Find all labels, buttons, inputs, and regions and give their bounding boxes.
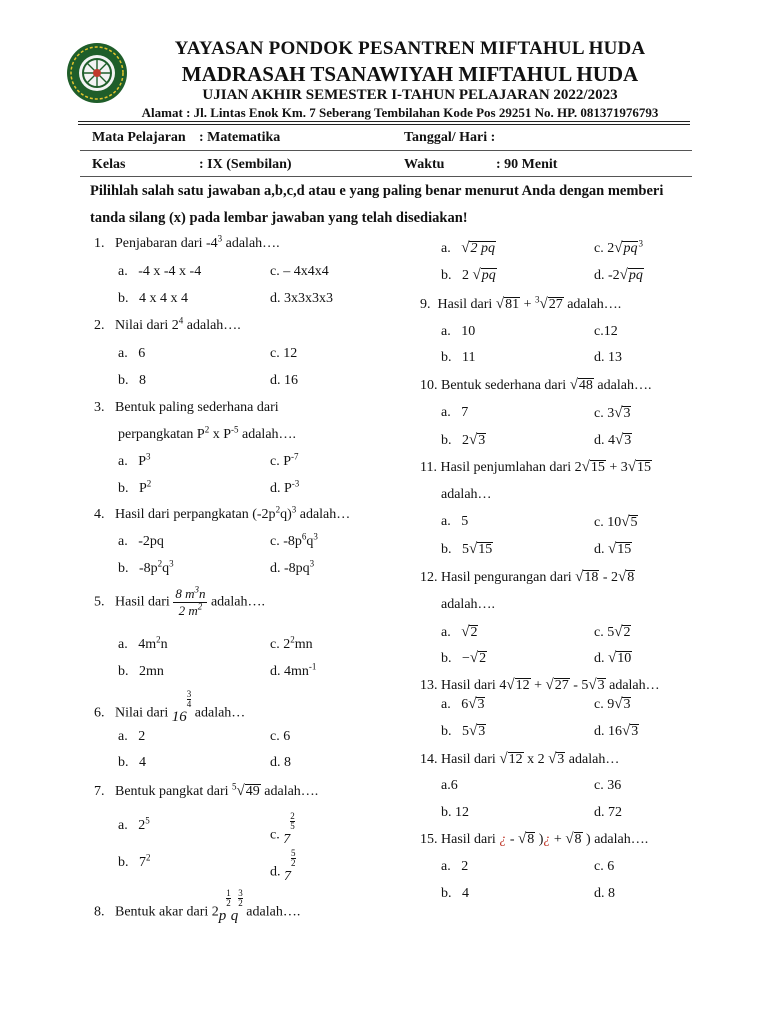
option-d: d. 3x3x3x3 bbox=[270, 291, 333, 306]
option-d: d. -2√pq bbox=[594, 267, 643, 283]
question-15: 15. Hasil dari ¿ - √8 )¿ + √8 ) adalah…. bbox=[420, 831, 649, 847]
question-2: 2. Nilai dari $2^4$ adalah…. bbox=[94, 315, 241, 333]
option-b: b. $P^2$ bbox=[118, 478, 152, 496]
question-5: 5. Hasil dari $\frac{8 m^3n}{2 m^2}$ adalah…. bbox=[94, 584, 265, 618]
time-label: Waktu bbox=[404, 157, 445, 172]
option-c: c. – 4x4x4 bbox=[270, 264, 329, 279]
question-14: 14. Hasil dari √12 x 2 √3 adalah… bbox=[420, 751, 620, 767]
option-c: c. $2^2mn$ bbox=[270, 634, 313, 652]
subject-value: : Matematika bbox=[199, 130, 281, 145]
option-c: c. 10√5 bbox=[594, 514, 638, 530]
option-b: b. 2mn bbox=[118, 664, 164, 679]
option-a: a. √2 pq bbox=[441, 240, 495, 256]
foundation-name: YAYASAN PONDOK PESANTREN MIFTAHUL HUDA bbox=[174, 38, 646, 59]
option-b: b. −√2 bbox=[441, 650, 487, 666]
option-a: a. 6 bbox=[118, 346, 146, 361]
question-12-line-2: adalah…. bbox=[441, 597, 496, 612]
option-a: a. 2 bbox=[441, 859, 469, 874]
option-d: d. 16 bbox=[270, 373, 298, 388]
option-d: d. $P^{-3}$ bbox=[270, 478, 300, 496]
option-b: b. $7^2$ bbox=[118, 852, 151, 870]
question-1: 1. Penjabaran dari $-4^3$ adalah…. bbox=[94, 233, 280, 251]
option-c: c.12 bbox=[594, 324, 618, 339]
instructions: Pilihlah salah satu jawaban a,b,c,d atau e yang paling benar menurut Anda dengan memberi tanda silang (x) pada lembar jawaban yang telah disediakan! bbox=[90, 183, 664, 226]
question-11-line-2: adalah… bbox=[441, 487, 492, 502]
exam-title: UJIAN AKHIR SEMESTER I-TAHUN PELAJARAN 2022/2023 bbox=[202, 87, 618, 103]
option-b: b. 5√3 bbox=[441, 723, 486, 739]
school-address: Alamat : Jl. Lintas Enok Km. 7 Seberang Tembilahan Kode Pos 29251 No. HP. 081371976793 bbox=[141, 105, 659, 120]
option-c: c. 5√2 bbox=[594, 624, 631, 640]
option-a: a. $4m^2n$ bbox=[118, 634, 168, 652]
option-b: b. $-8p^2q^3$ bbox=[118, 558, 174, 576]
divider bbox=[80, 150, 692, 151]
question-4: 4. Hasil dari perpangkatan $(-2p^2q)^3$ adalah… bbox=[94, 504, 351, 522]
option-b: b. 4 bbox=[441, 886, 469, 901]
option-a: a. $P^3$ bbox=[118, 451, 151, 469]
question-6: 6. Nilai dari 16 $\frac{3}{4}$ adalah… bbox=[94, 689, 246, 725]
option-d: d. 72 bbox=[594, 805, 622, 820]
option-c: c. 36 bbox=[594, 778, 622, 793]
option-b: b. 4 bbox=[118, 755, 146, 770]
option-c: c. 7 $\frac{2}{5}$ bbox=[270, 811, 295, 847]
option-d: d. √10 bbox=[594, 650, 632, 666]
option-c: c. 12 bbox=[270, 346, 298, 361]
option-d: d. 8 bbox=[270, 755, 291, 770]
option-a: a. 7 bbox=[441, 405, 469, 420]
header-rule bbox=[78, 121, 690, 122]
option-b: b. 2 √pq bbox=[441, 267, 496, 283]
option-d: d. 7 $\frac{5}{2}$ bbox=[270, 848, 296, 884]
option-a: a. 2 bbox=[118, 729, 146, 744]
option-d: d. $-8pq^3$ bbox=[270, 558, 315, 576]
option-d: d. 16√3 bbox=[594, 723, 639, 739]
divider bbox=[80, 176, 692, 177]
option-b: b. 12 bbox=[441, 805, 469, 820]
option-c: c. $P^{-7}$ bbox=[270, 451, 299, 469]
option-a: a. -4 x -4 x -4 bbox=[118, 264, 202, 279]
question-3: 3. Bentuk paling sederhana dari bbox=[94, 400, 279, 415]
option-d: d. 13 bbox=[594, 350, 622, 365]
option-b: b. 8 bbox=[118, 373, 146, 388]
option-d: d. $4mn^{-1}$ bbox=[270, 661, 317, 679]
school-name: MADRASAH TSANAWIYAH MIFTAHUL HUDA bbox=[181, 62, 639, 86]
question-13: 13. Hasil dari 4√12 + √27 - 5√3 adalah… bbox=[420, 677, 660, 693]
question-10: 10. Bentuk sederhana dari √48 adalah…. bbox=[420, 377, 652, 393]
question-8: 8. Bentuk akar dari 2p $\frac{1}{2}$ q $\frac{3}{2}$ adalah…. bbox=[94, 888, 301, 924]
header-rule-double bbox=[78, 124, 690, 125]
option-b: b. 5√15 bbox=[441, 541, 493, 557]
option-d: d. 4√3 bbox=[594, 432, 632, 448]
option-b: b. 11 bbox=[441, 350, 476, 365]
option-a: a. 10 bbox=[441, 324, 476, 339]
option-b: b. 4 x 4 x 4 bbox=[118, 291, 188, 306]
school-logo bbox=[66, 42, 128, 104]
option-d: d. 8 bbox=[594, 886, 615, 901]
option-b: b. 2√3 bbox=[441, 432, 486, 448]
date-label: Tanggal/ Hari : bbox=[404, 130, 496, 145]
class-value: : IX (Sembilan) bbox=[199, 157, 292, 172]
fraction: $\frac{8 m^3n}{2 m^2}$ bbox=[175, 584, 206, 618]
subject-label: Mata Pelajaran bbox=[92, 130, 186, 145]
question-12: 12. Hasil pengurangan dari √18 - 2√8 bbox=[420, 569, 635, 585]
option-c: c. 6 bbox=[594, 859, 615, 874]
question-3-line-2: perpangkatan $P^2$ x $P^{-5}$ adalah…. bbox=[118, 424, 297, 442]
option-a: a. 5 bbox=[441, 514, 469, 529]
option-a: a. -2pq bbox=[118, 534, 164, 549]
question-9: 9. Hasil dari √81 + $^3$√27 adalah…. bbox=[420, 294, 622, 312]
option-a: a. √2 bbox=[441, 624, 478, 640]
option-a: a. $2^5$ bbox=[118, 815, 150, 833]
option-a: a. 6√3 bbox=[441, 696, 485, 712]
option-d: d. √15 bbox=[594, 541, 632, 557]
option-a: a.6 bbox=[441, 778, 458, 793]
question-7: 7. Bentuk pangkat dari $^5$√49 adalah…. bbox=[94, 781, 319, 799]
time-value: : 90 Menit bbox=[496, 157, 558, 172]
option-c: c. $2√pq^3$ bbox=[594, 238, 643, 256]
option-c: c. 6 bbox=[270, 729, 291, 744]
option-c: c. $-8p^6q^3$ bbox=[270, 531, 318, 549]
option-c: c. 3√3 bbox=[594, 405, 631, 421]
class-label: Kelas bbox=[92, 157, 126, 172]
question-11: 11. Hasil penjumlahan dari 2√15 + 3√15 bbox=[420, 459, 651, 475]
option-c: c. 9√3 bbox=[594, 696, 631, 712]
